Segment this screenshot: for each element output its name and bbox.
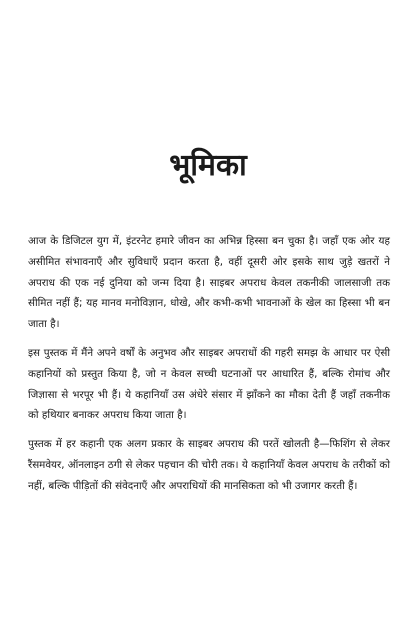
chapter-title: भूमिका [169, 148, 247, 183]
body-text [28, 231, 390, 505]
paragraph-2: इस पुस्तक में मैंने अपने वर्षों के अनुभव और साइबर अपराधों की गहरी समझ के आधार पर ऐसी कहानियों को प्रस्तुत किया है, जो न केवल सच्ची घटनाओं पर आधारित हैं, बल्कि रोमांच और जिज्ञासा से भरपूर भी हैं। ये कहानियाँ उस अंधेरे संसार में झाँकने का मौका देती हैं जहाँ तकनीक को हथियार बनाकर अपराध किया जाता है। [28, 346, 390, 422]
paragraph-3: पुस्तक में हर कहानी एक अलग प्रकार के साइबर अपराध की परतें खोलती है—फिशिंग से लेकर रैंसमवेयर, ऑनलाइन ठगी से लेकर पहचान की चोरी तक। ये कहानियाँ केवल अपराध के तरीकों को नहीं, बल्कि पीड़ितों की संवेदनाएँ और अपराधियों की मानसिकता को भी उजागर करती हैं। [28, 438, 390, 492]
paragraph-1: आज के डिजिटल युग में, इंटरनेट हमारे जीवन का अभिन्न हिस्सा बन चुका है। जहाँ एक ओर यह असीमित संभावनाएँ और सुविधाएँ प्रदान करता है, वहीं दूसरी ओर इसके साथ जुड़े खतरों ने अपराध की एक नई दुनिया को जन्म दिया है। साइबर अपराध केवल तकनीकी जालसाजी तक सीमित नहीं हैं; यह मानव मनोविज्ञान, धोखे, और कभी-कभी भावनाओं के खेल का हिस्सा भी बन जाता है। [28, 235, 390, 331]
